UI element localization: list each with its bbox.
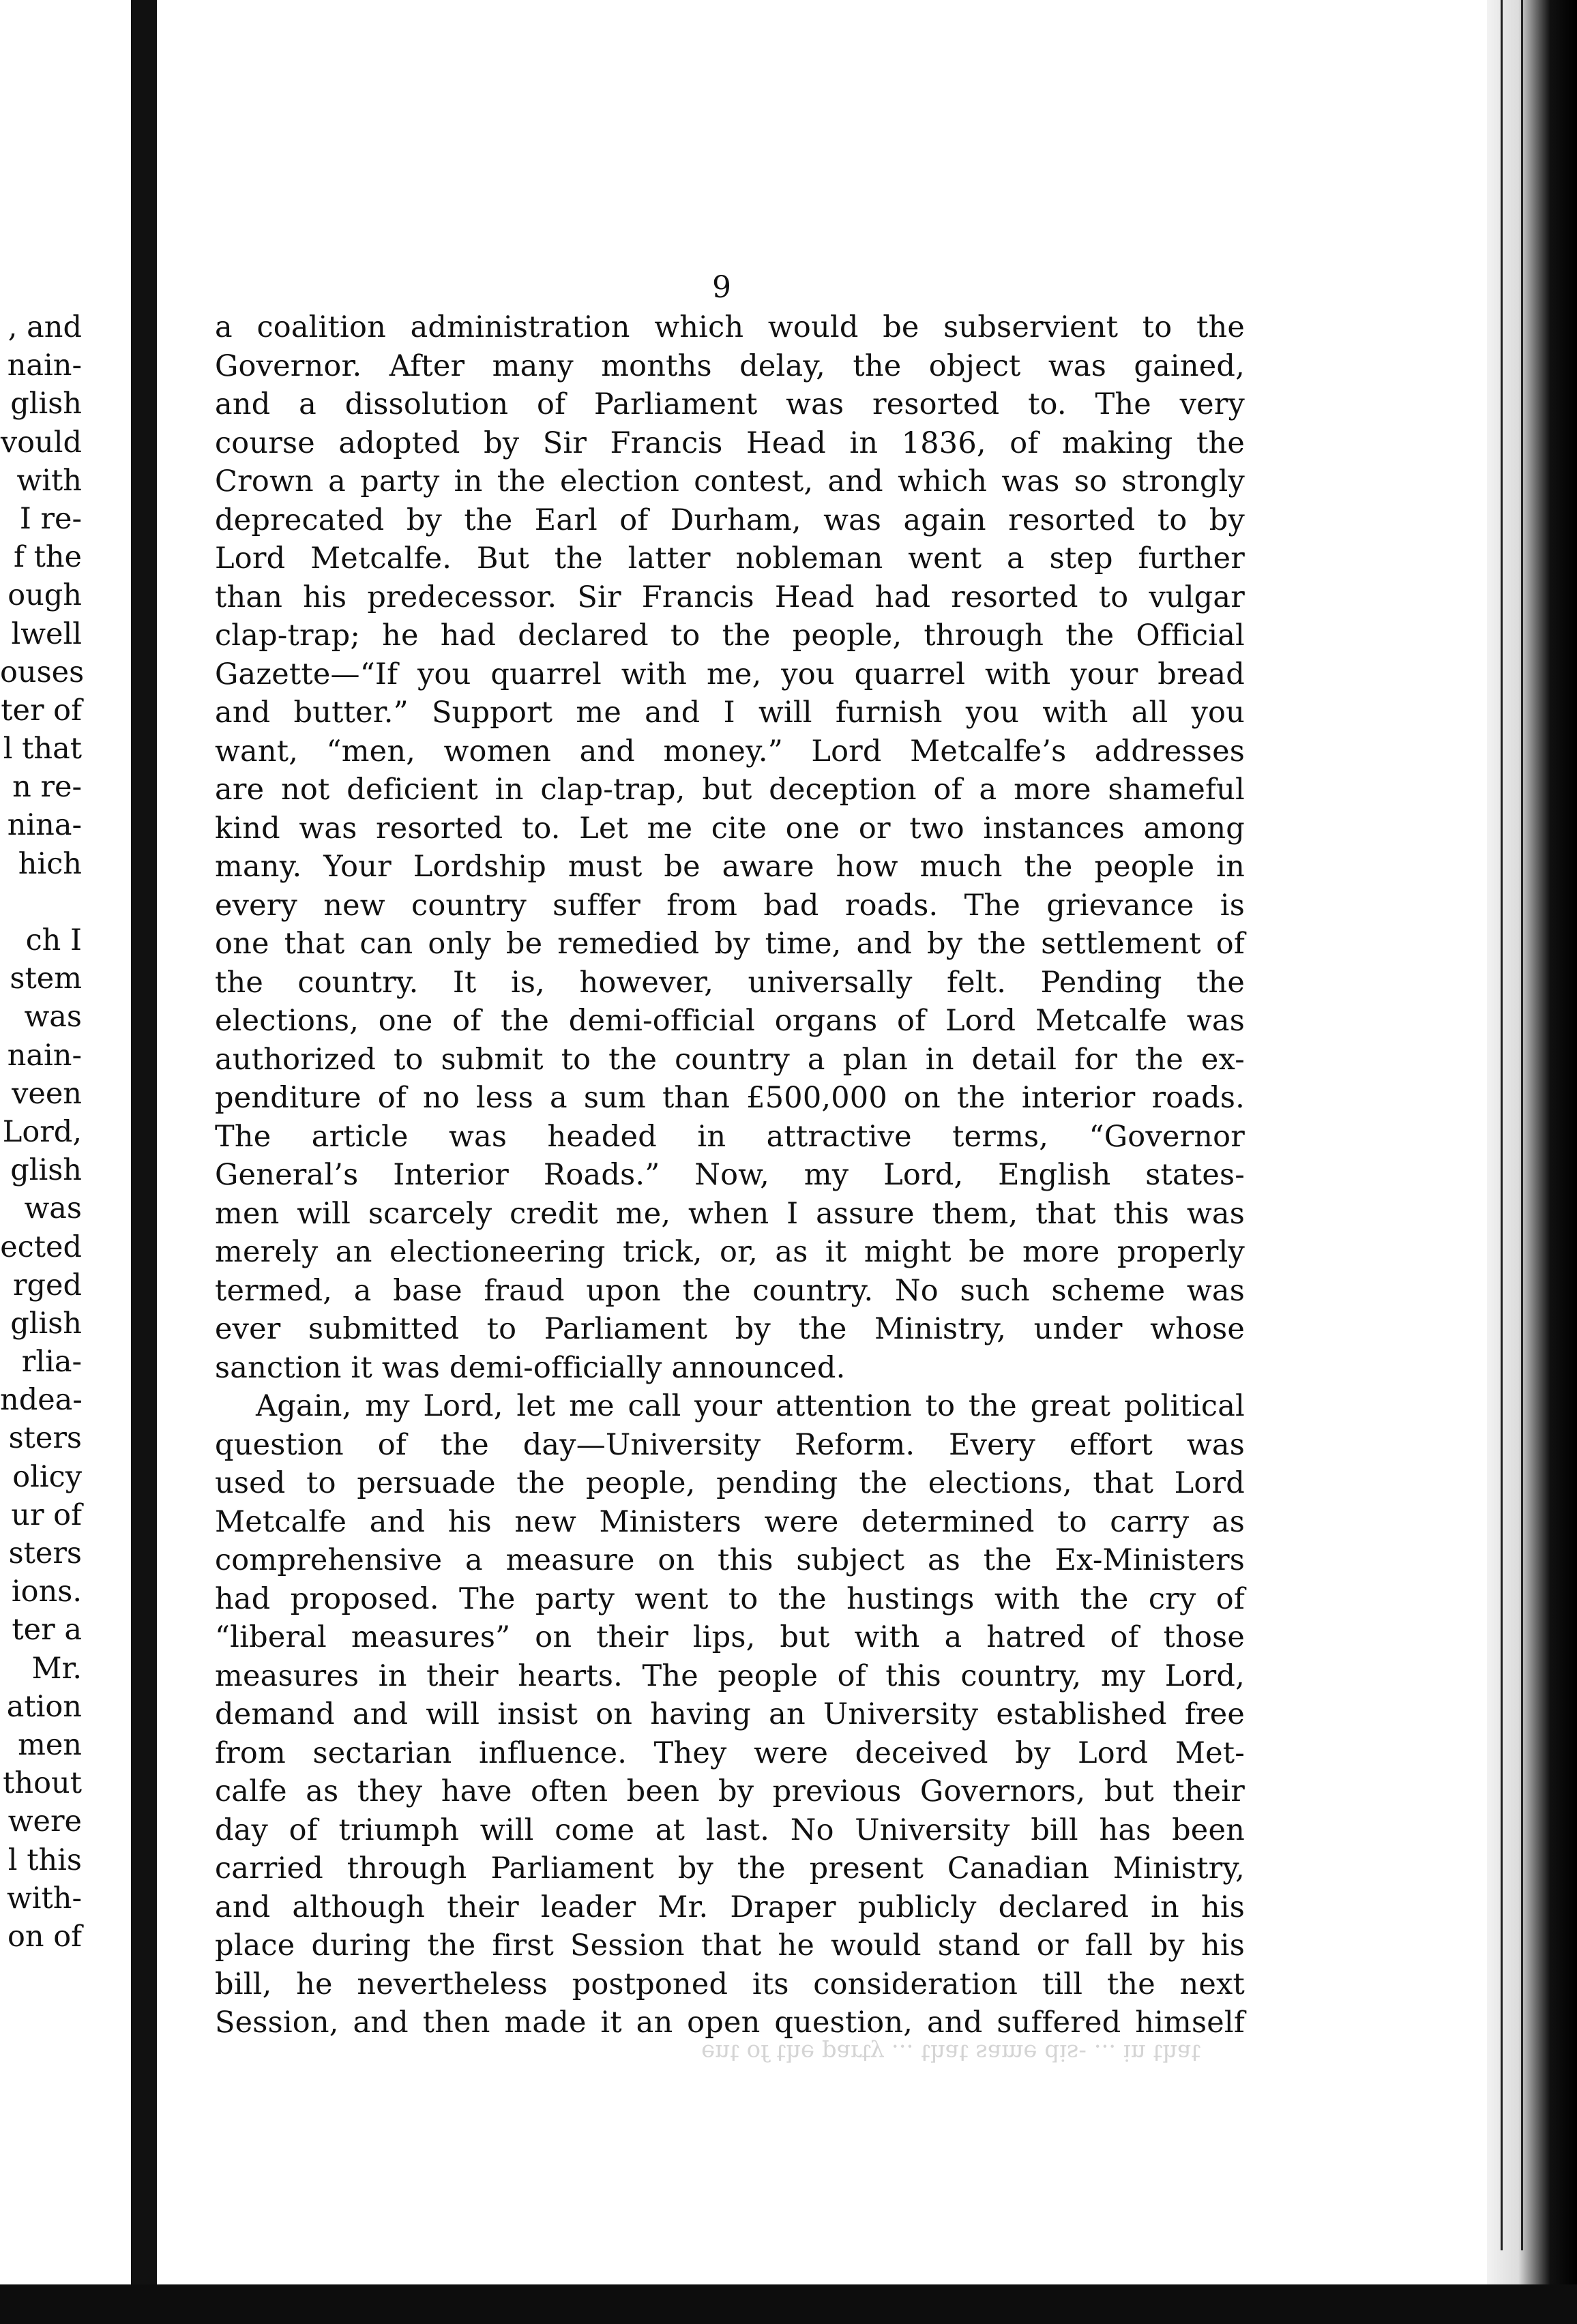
- fragment-line: ough: [8, 578, 82, 613]
- fragment-line: ch I: [25, 923, 82, 957]
- text-line: General’s Interior Roads.” Now, my Lord, English states-: [215, 1158, 1245, 1192]
- text-line: “liberal measures” on their lips, but with a hatred of those: [215, 1620, 1245, 1654]
- text-line: clap-trap; he had declared to the people, through the Official: [215, 619, 1245, 653]
- fragment-line: glish: [10, 1306, 82, 1341]
- text-line: authorized to submit to the country a plan in detail for the ex-: [215, 1042, 1245, 1077]
- fragment-line: olicy: [12, 1459, 82, 1494]
- page-number: 9: [712, 270, 731, 305]
- text-line: every new country suffer from bad roads. The grievance is: [215, 888, 1245, 923]
- book-gutter: [131, 0, 157, 2324]
- text-line: used to persuade the people, pending the elections, that Lord: [215, 1466, 1245, 1500]
- fragment-line: were: [8, 1804, 82, 1839]
- fragment-line: glish: [10, 387, 82, 421]
- fragment-line: n re-: [12, 770, 82, 805]
- text-line: and a dissolution of Parliament was resorted to. The very: [215, 387, 1245, 421]
- text-line: than his predecessor. Sir Francis Head had resorted to vulgar: [215, 580, 1245, 614]
- fragment-line: with-: [6, 1881, 82, 1916]
- fragment-line: ected: [0, 1230, 82, 1264]
- fragment-line: veen: [12, 1076, 82, 1111]
- bottom-shadow: [0, 2284, 1577, 2324]
- fragment-line: ation: [6, 1689, 82, 1724]
- fragment-line: ter a: [12, 1613, 82, 1648]
- text-line: bill, he nevertheless postponed its consideration till the next: [215, 1967, 1245, 2001]
- fragment-line: sters: [8, 1421, 82, 1456]
- bleed-through-text: ent of the party ... that same dis- ... in that: [701, 2039, 1200, 2066]
- text-line: measures in their hearts. The people of this country, my Lord,: [215, 1658, 1245, 1693]
- text-line: many. Your Lordship must be aware how much the people in: [215, 850, 1245, 884]
- fragment-line: stem: [10, 962, 82, 996]
- fragment-line: men: [18, 1727, 82, 1762]
- text-line: and butter.” Support me and I will furnish you with all you: [215, 696, 1245, 730]
- fragment-line: hich: [18, 846, 82, 881]
- text-line: termed, a base fraud upon the country. No such scheme was: [215, 1273, 1245, 1308]
- text-line: question of the day—University Reform. Every effort was: [215, 1427, 1245, 1462]
- left-page-text-fragments: [0, 308, 85, 1956]
- text-line: Governor. After many months delay, the object was gained,: [215, 348, 1245, 383]
- fragment-line: rlia-: [21, 1345, 82, 1380]
- text-line: Session, and then made it an open question, and suffered himself: [215, 2006, 1245, 2040]
- fragment-line: ions.: [11, 1575, 82, 1609]
- text-line: sanction it was demi-officially announced.: [215, 1350, 846, 1385]
- fragment-line: rged: [12, 1268, 82, 1302]
- fragment-line: thout: [3, 1766, 82, 1801]
- text-line: course adopted by Sir Francis Head in 1836, of making the: [215, 426, 1245, 460]
- text-line: elections, one of the demi-official organs of Lord Metcalfe was: [215, 1004, 1245, 1038]
- text-line: penditure of no less a sum than £500,000 on the interior roads.: [215, 1081, 1245, 1115]
- text-line: had proposed. The party went to the hustings with the cry of: [215, 1581, 1245, 1616]
- text-line: men will scarcely credit me, when I assure them, that this was: [215, 1196, 1245, 1231]
- text-line: merely an electioneering trick, or, as it might be more properly: [215, 1235, 1245, 1269]
- body-text: [215, 308, 1245, 2042]
- text-line: Crown a party in the election contest, and which was so strongly: [215, 464, 1245, 498]
- text-line: deprecated by the Earl of Durham, was again resorted to by: [215, 503, 1245, 537]
- fragment-line: f the: [13, 540, 82, 575]
- fragment-line: nina-: [7, 808, 82, 843]
- paragraph-start-line: Again, my Lord, let me call your attention to the great political: [256, 1389, 1245, 1423]
- fragment-line: on of: [7, 1919, 82, 1954]
- text-line: demand and will insist on having an University established free: [215, 1697, 1245, 1731]
- text-line: calfe as they have often been by previous Governors, but their: [215, 1774, 1245, 1808]
- fragment-line: vould: [0, 425, 82, 460]
- text-line: comprehensive a measure on this subject as the Ex-Ministers: [215, 1543, 1245, 1577]
- fragment-line: Mr.: [31, 1651, 82, 1686]
- text-line: want, “men, women and money.” Lord Metcalfe’s addresses: [215, 734, 1245, 769]
- fragment-line: , and: [8, 310, 82, 344]
- text-line: from sectarian influence. They were deceived by Lord Met-: [215, 1735, 1245, 1770]
- text-line: carried through Parliament by the present Canadian Ministry,: [215, 1851, 1245, 1886]
- fragment-line: nain-: [7, 348, 82, 383]
- fragment-line: Lord,: [2, 1114, 82, 1149]
- text-line: Gazette—“If you quarrel with me, you quarrel with your bread: [215, 657, 1245, 691]
- fragment-line: ndea-: [0, 1383, 83, 1418]
- fragment-line: l this: [8, 1843, 82, 1877]
- fragment-line: glish: [10, 1153, 82, 1188]
- fragment-line: lwell: [11, 616, 82, 651]
- text-line: ever submitted to Parliament by the Ministry, under whose: [215, 1312, 1245, 1346]
- text-line: day of triumph will come at last. No University bill has been: [215, 1813, 1245, 1847]
- page-edge-line: [1521, 0, 1523, 2250]
- fragment-line: was: [24, 1000, 82, 1034]
- text-line: a coalition administration which would be subservient to the: [215, 310, 1245, 344]
- text-line: The article was headed in attractive terms, “Governor: [215, 1119, 1245, 1154]
- fragment-line: l that: [3, 732, 82, 766]
- fragment-line: ter of: [1, 693, 82, 728]
- text-line: one that can only be remedied by time, and by the settlement of: [215, 927, 1245, 961]
- fragment-line: was: [24, 1191, 82, 1226]
- text-line: place during the first Session that he would stand or fall by his: [215, 1928, 1245, 1963]
- text-line: Lord Metcalfe. But the latter nobleman went a step further: [215, 541, 1245, 576]
- text-line: kind was resorted to. Let me cite one or two instances among: [215, 811, 1245, 846]
- text-line: and although their leader Mr. Draper publicly declared in his: [215, 1890, 1245, 1924]
- fragment-line: sters: [8, 1536, 82, 1570]
- text-line: are not deficient in clap-trap, but deception of a more shameful: [215, 773, 1245, 807]
- fragment-line: with: [16, 463, 82, 498]
- page-edge-line: [1501, 0, 1503, 2250]
- fragment-line: ur of: [11, 1498, 82, 1532]
- fragment-line: I re-: [19, 501, 82, 536]
- fragment-line: nain-: [7, 1038, 82, 1073]
- text-line: the country. It is, however, universally felt. Pending the: [215, 965, 1245, 1000]
- text-line: Metcalfe and his new Ministers were determined to carry as: [215, 1504, 1245, 1539]
- fragment-line: ouses: [0, 655, 85, 689]
- fragment-line: [0, 883, 82, 921]
